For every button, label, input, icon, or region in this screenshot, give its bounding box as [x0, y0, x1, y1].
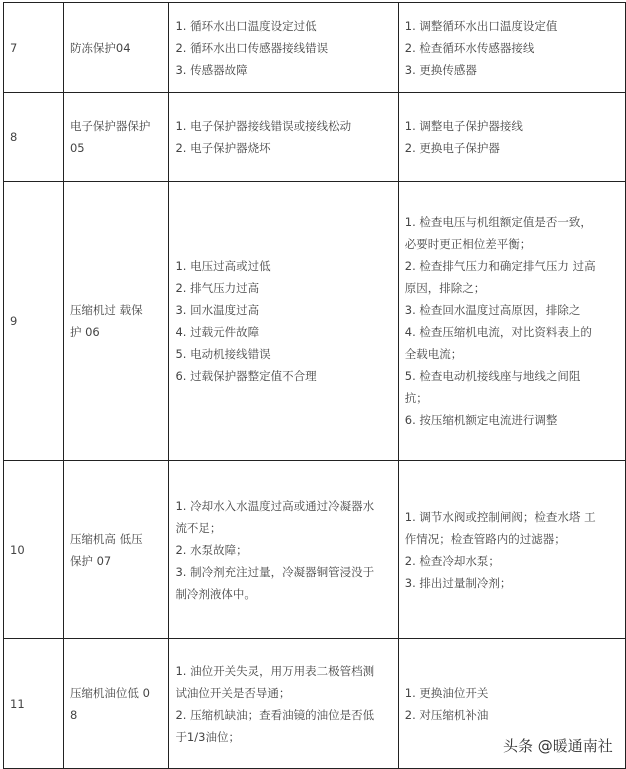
cause-cell: [169, 639, 398, 769]
fault-name-cell-line: 05: [69, 141, 85, 155]
cause-cell-line: 2. 循环水出口传感器接线错误: [175, 40, 329, 55]
table-row: [4, 461, 626, 639]
cause-cell: [169, 461, 398, 639]
fault-name-cell-line: 电子保护器保护: [69, 119, 151, 133]
fault-name-cell-line: 压缩机过 载保: [69, 303, 143, 317]
cause-cell-line: 3. 回水温度过高: [175, 303, 260, 317]
solution-cell-line: 作情况；检查管路内的过滤器；: [404, 531, 566, 546]
fault-name-cell-line: 压缩机高 低压: [69, 531, 143, 546]
solution-cell-line: 抗；: [404, 391, 428, 405]
solution-cell-line: 必要时更正相位差平衡；: [404, 237, 532, 251]
table-row: [4, 3, 626, 93]
cause-cell-line: 于1/3油位；: [175, 729, 240, 744]
solution-cell-line: 原因，排除之；: [404, 281, 486, 295]
cause-cell-line: 1. 循环水出口温度设定过低: [175, 18, 317, 33]
fault-name-cell: [63, 639, 169, 769]
cause-cell-line: 2. 压缩机缺油；查看油镜的油位是否低: [175, 707, 375, 722]
solution-cell: [398, 182, 625, 461]
fault-name-cell: [63, 461, 169, 639]
row-number-cell: 8: [4, 93, 64, 182]
fault-name-cell: [63, 182, 169, 461]
solution-cell: [398, 461, 625, 639]
table-row: [4, 182, 626, 461]
row-number-cell: 10: [4, 461, 64, 639]
fault-table: [3, 2, 626, 769]
solution-cell-line: 2. 检查冷却水泵；: [404, 553, 500, 568]
solution-cell-line: 1. 检查电压与机组额定值是否一致，: [404, 215, 592, 229]
cause-cell-line: 1. 油位开关失灵，用万用表二极管档测: [175, 663, 375, 678]
cause-cell-line: 2. 电子保护器烧坏: [175, 141, 271, 155]
row-number-cell: 7: [4, 3, 64, 93]
solution-cell: [398, 3, 625, 93]
solution-cell-line: 2. 检查循环水传感器接线: [404, 40, 535, 55]
fault-name-cell-line: 压缩机油位低 0: [69, 685, 150, 700]
cause-cell-line: 3. 制冷剂充注过量，冷凝器铜管浸没于: [175, 564, 375, 579]
cause-cell-line: 1. 电子保护器接线错误或接线松动: [175, 119, 352, 133]
cause-cell-line: 3. 传感器故障: [175, 62, 248, 77]
fault-name-cell-line: 8: [69, 707, 78, 722]
cause-cell-line: 制冷剂液体中。: [175, 586, 256, 601]
solution-cell-line: 4. 检查压缩机电流，对比资料表上的: [404, 325, 592, 339]
solution-cell-line: 1. 调整循环水出口温度设定值: [404, 18, 558, 33]
cause-cell-line: 4. 过载元件故障: [175, 325, 260, 339]
solution-cell: [398, 93, 625, 182]
cause-cell-line: 1. 电压过高或过低: [175, 259, 271, 273]
fault-name-cell-line: 防冻保护04: [69, 40, 131, 55]
solution-cell-line: 全载电流；: [404, 347, 463, 361]
solution-cell-line: 2. 对压缩机补油: [404, 707, 489, 722]
cause-cell-line: 试油位开关是否导通；: [175, 685, 291, 700]
cause-cell-line: 6. 过载保护器整定值不合理: [175, 369, 317, 383]
solution-cell-line: 1. 更换油位开关: [404, 685, 489, 700]
solution-cell-line: 6. 按压缩机额定电流进行调整: [404, 413, 558, 427]
cause-cell-line: 2. 水泵故障；: [175, 542, 248, 557]
fault-name-cell-line: 保护 07: [69, 553, 112, 568]
fault-name-cell-line: 护 06: [69, 325, 100, 339]
cause-cell-line: 流不足；: [175, 520, 222, 535]
table-row: [4, 93, 626, 182]
solution-cell-line: 3. 检查回水温度过高原因，排除之: [404, 303, 581, 317]
solution-cell-line: 5. 检查电动机接线座与地线之间阻: [404, 369, 581, 383]
watermark: 头条 @暖通南社: [503, 737, 613, 755]
solution-cell-line: 3. 排出过量制冷剂；: [404, 575, 512, 590]
solution-cell-line: 2. 检查排气压力和确定排气压力 过高: [404, 259, 596, 273]
fault-name-cell: [63, 93, 169, 182]
solution-cell-line: 2. 更换电子保护器: [404, 141, 500, 155]
cause-cell-line: 1. 冷却水入水温度过高或通过冷凝器水: [175, 498, 375, 513]
cause-cell: [169, 3, 398, 93]
cause-cell-line: 2. 排气压力过高: [175, 281, 260, 295]
cause-cell: [169, 182, 398, 461]
fault-name-cell: [63, 3, 169, 93]
solution-cell-line: 1. 调节水阀或控制闸阀；检查水塔 工: [404, 509, 596, 524]
row-number-cell: 9: [4, 182, 64, 461]
row-number-cell: 11: [4, 639, 64, 769]
solution-cell-line: 1. 调整电子保护器接线: [404, 119, 523, 133]
solution-cell-line: 3. 更换传感器: [404, 62, 477, 77]
cause-cell: [169, 93, 398, 182]
cause-cell-line: 5. 电动机接线错误: [175, 347, 271, 361]
